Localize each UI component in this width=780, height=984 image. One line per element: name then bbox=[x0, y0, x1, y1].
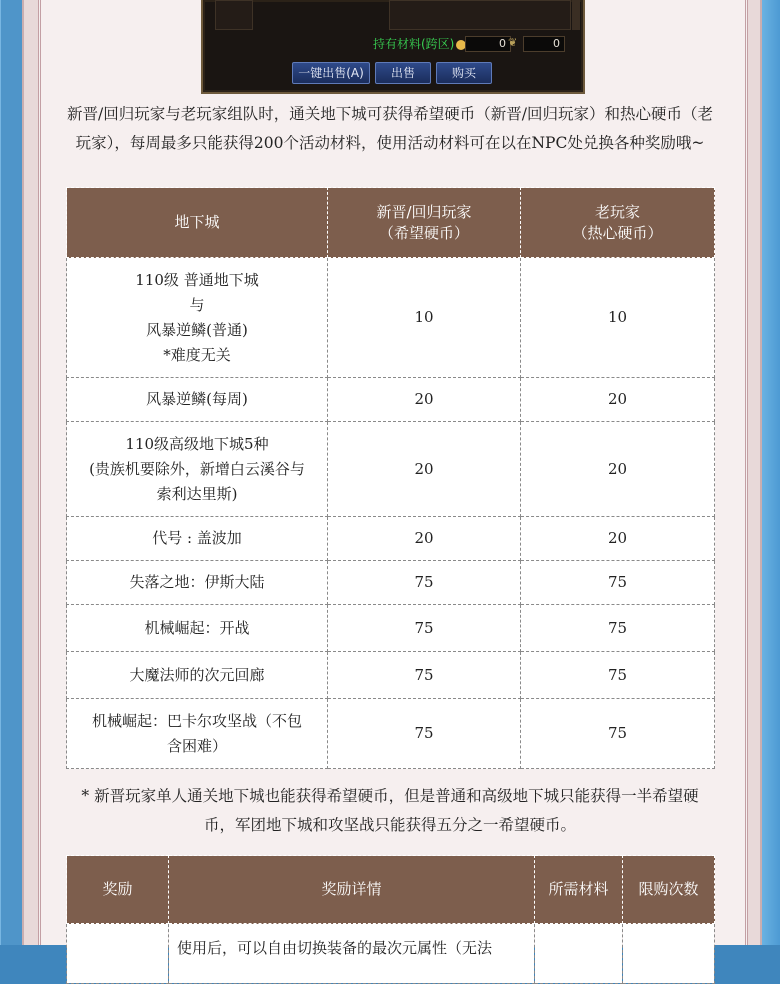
header-reward-detail: 奖励详情 bbox=[169, 856, 535, 924]
header-reward: 奖励 bbox=[67, 856, 169, 924]
item-slot[interactable] bbox=[389, 0, 571, 30]
warm-coin-value: 75 bbox=[521, 699, 715, 769]
header-material: 所需材料 bbox=[535, 856, 623, 924]
hope-coin-value: 10 bbox=[328, 258, 521, 378]
scrollbar[interactable] bbox=[572, 0, 580, 30]
reward-detail-cell: 使用后，可以自由切换装备的最次元属性（无法 bbox=[169, 924, 535, 984]
dungeon-line: 风暴逆鳞(每周) bbox=[146, 390, 248, 408]
hope-coin-value: 20 bbox=[328, 378, 521, 422]
coin-table bbox=[66, 187, 715, 769]
dungeon-line: 110级高级地下城5种 bbox=[125, 434, 269, 453]
item-slot[interactable] bbox=[215, 0, 253, 30]
dungeon-cell bbox=[67, 378, 328, 422]
game-shop-window bbox=[201, 0, 585, 94]
table-row bbox=[67, 699, 715, 769]
table-row bbox=[67, 378, 715, 422]
warm-coin-value: 10 bbox=[521, 258, 715, 378]
warm-coin-value: 75 bbox=[521, 652, 715, 699]
dungeon-line: 大魔法师的次元回廊 bbox=[129, 665, 265, 684]
coin-count: 0 bbox=[465, 36, 511, 52]
limit-cell bbox=[623, 924, 715, 984]
dungeon-cell bbox=[67, 605, 328, 652]
intro-text: 新晋/回归玩家与老玩家组队时，通关地下城可获得希望硬币（新晋/回归玩家）和热心硬币（老玩家），每周最多只能获得200个活动材料，使用活动材料可在以在NPC处兑换各种奖励哦~ bbox=[67, 105, 713, 152]
dungeon-line: (贵族机要除外，新增白云溪谷与 bbox=[89, 459, 305, 478]
table-row bbox=[67, 924, 715, 984]
table-row bbox=[67, 422, 715, 517]
table-row bbox=[67, 652, 715, 699]
header-veteran-line2: （热心硬币） bbox=[572, 223, 663, 242]
reward-cell bbox=[67, 924, 169, 984]
warm-coin-value: 20 bbox=[521, 422, 715, 517]
hope-coin-value: 75 bbox=[328, 561, 521, 605]
hope-coin-value: 75 bbox=[328, 605, 521, 652]
dungeon-cell bbox=[67, 422, 328, 517]
dungeon-line: 机械崛起：巴卡尔攻坚战（不包 bbox=[91, 711, 302, 730]
dungeon-line: *难度无关 bbox=[163, 345, 231, 364]
table-row bbox=[67, 561, 715, 605]
dungeon-cell bbox=[67, 652, 328, 699]
dungeon-cell bbox=[67, 258, 328, 378]
warm-coin-value: 20 bbox=[521, 517, 715, 561]
buy-button[interactable]: 购买 bbox=[436, 62, 492, 84]
dungeon-cell bbox=[67, 517, 328, 561]
dungeon-cell bbox=[67, 561, 328, 605]
hope-coin-value: 75 bbox=[328, 699, 521, 769]
dungeon-line: 失落之地：伊斯大陆 bbox=[129, 573, 265, 591]
sell-button[interactable]: 出售 bbox=[375, 62, 431, 84]
warm-coin-value: 75 bbox=[521, 605, 715, 652]
header-veteran bbox=[521, 188, 715, 258]
hope-coin-value: 20 bbox=[328, 517, 521, 561]
table-row bbox=[67, 517, 715, 561]
material-icon: ❦ bbox=[508, 36, 518, 49]
header-new-player-line2: （希望硬币） bbox=[378, 223, 469, 242]
dungeon-line: 机械崛起：开战 bbox=[144, 618, 250, 637]
warm-coin-value: 20 bbox=[521, 378, 715, 422]
dungeon-cell bbox=[67, 699, 328, 769]
dungeon-line: 索利达里斯) bbox=[156, 484, 238, 503]
header-new-player-line1: 新晋/回归玩家 bbox=[376, 202, 472, 221]
header-dungeon: 地下城 bbox=[67, 188, 328, 258]
note-text: * 新晋玩家单人通关地下城也能获得希望硬币，但是普通和高级地下城只能获得一半希望硬币，军团地下城和攻坚战只能获得五分之一希望硬币。 bbox=[81, 787, 699, 834]
dungeon-line: 110级 普通地下城 bbox=[135, 270, 259, 289]
material-cell bbox=[535, 924, 623, 984]
dungeon-line: 与 bbox=[189, 295, 205, 314]
dungeon-line: 风暴逆鳞(普通) bbox=[146, 320, 248, 339]
dungeon-line: 含困难） bbox=[166, 736, 227, 755]
sell-all-button[interactable]: 一键出售(A) bbox=[292, 62, 370, 84]
hope-coin-value: 20 bbox=[328, 422, 521, 517]
warm-coin-value: 75 bbox=[521, 561, 715, 605]
dungeon-line: 代号 : 盖波加 bbox=[152, 529, 242, 547]
held-material-text: 持有材料(跨区) bbox=[373, 37, 455, 51]
header-veteran-line1: 老玩家 bbox=[594, 202, 640, 221]
table-row bbox=[67, 258, 715, 378]
held-material-label bbox=[373, 35, 466, 52]
header-limit: 限购次数 bbox=[623, 856, 715, 924]
table-row bbox=[67, 605, 715, 652]
material-count: 0 bbox=[523, 36, 565, 52]
reward-table bbox=[66, 855, 715, 984]
hope-coin-value: 75 bbox=[328, 652, 521, 699]
header-new-player bbox=[328, 188, 521, 258]
